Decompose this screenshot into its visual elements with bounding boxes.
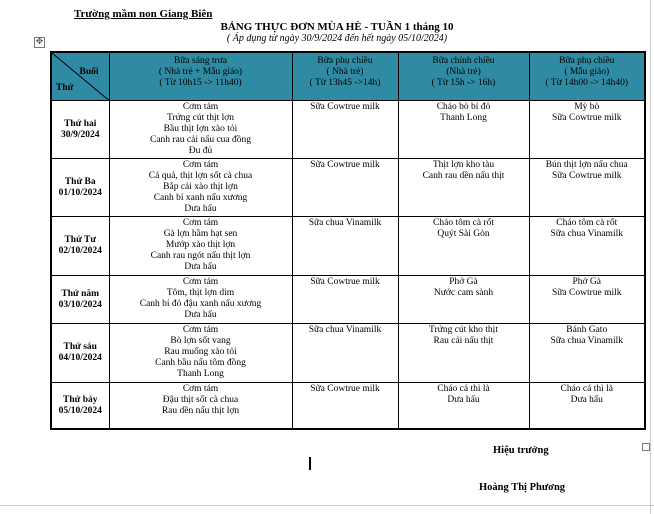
column-header-line: ( Từ 14h00 -> 14h40) <box>545 78 629 88</box>
column-header-line: ( Từ 15h -> 16h) <box>431 78 496 88</box>
day-name: Thứ Ba <box>64 176 96 187</box>
principal-name: Hoàng Thị Phương <box>479 482 566 493</box>
dish-item: Canh rau dền nấu thịt <box>422 171 505 181</box>
dish-item: Cơm tám <box>182 102 219 112</box>
dish-item: Nước cam sành <box>433 288 494 298</box>
nursery-snack-cell <box>292 159 398 217</box>
main-afternoon-cell <box>398 324 529 383</box>
dish-item: Canh bí xanh nấu xương <box>153 193 248 203</box>
column-header-line: ( Mẫu giáo) <box>564 67 610 77</box>
dish-item: Mướp xào thịt lợn <box>165 240 236 250</box>
nursery-snack-cell <box>292 101 398 159</box>
dish-item: Trứng cút thịt lợn <box>166 113 235 123</box>
dish-item: Mỳ bò <box>574 102 600 112</box>
dish-item: Dưa hấu <box>184 204 217 214</box>
column-header-line: ( Nhà trẻ + Mẫu giáo) <box>158 67 243 77</box>
dish-item: Sữa chua Vinamilk <box>550 229 623 239</box>
column-header-main-afternoon <box>398 52 529 101</box>
day-cell <box>51 217 109 276</box>
menu-row <box>51 101 645 159</box>
dish-item: Thanh Long <box>177 369 224 379</box>
dish-item: Phở Gà <box>572 277 601 287</box>
day-name: Thứ năm <box>61 288 100 299</box>
column-header-line: Bữa phụ chiều <box>559 56 615 66</box>
day-name: Thứ sáu <box>63 342 97 352</box>
day-name: Thứ Tư <box>64 235 97 245</box>
day-date: 01/10/2024 <box>58 187 102 198</box>
day-date: 02/10/2024 <box>58 246 102 256</box>
day-date: 05/10/2024 <box>58 405 102 416</box>
dish-item: Sữa chua Vinamilk <box>308 325 382 335</box>
menu-row <box>51 217 645 276</box>
dish-item: Sữa Cowtrue milk <box>551 113 622 123</box>
menu-title: BẢNG THỰC ĐƠN MÙA HÈ - TUẦN 1 tháng 10 <box>220 21 454 33</box>
table-header-row <box>51 52 645 101</box>
dish-item: Sữa Cowtrue milk <box>310 160 380 170</box>
apply-date-note: ( Áp dụng từ ngày 30/9/2024 đến hết ngày 05/10/2024) <box>226 33 448 44</box>
dish-item: Dưa hấu <box>184 310 217 320</box>
column-header-line: (Nhà trẻ) <box>446 67 481 77</box>
page-edge-bottom <box>0 505 654 506</box>
lunch-cell <box>109 383 292 430</box>
day-cell <box>51 324 109 383</box>
column-header-line: Bữa sáng trưa <box>173 56 228 66</box>
table-move-handle-icon[interactable]: ✥ <box>35 37 44 47</box>
main-afternoon-cell <box>398 217 529 276</box>
dish-item: Sữa chua Vinamilk <box>550 336 623 346</box>
corner-header-cell <box>51 52 109 101</box>
dish-item: Bánh Gato <box>566 325 608 335</box>
kinder-snack-cell <box>529 383 645 430</box>
dish-item: Dưa hấu <box>447 395 480 405</box>
dish-item: Bò lợn sốt vang <box>170 336 231 346</box>
main-afternoon-cell <box>398 159 529 217</box>
dish-item: Phở Gà <box>449 277 478 287</box>
dish-item: Canh rau cải nấu cua đồng <box>149 135 252 145</box>
main-afternoon-cell <box>398 276 529 324</box>
dish-item: Sữa Cowtrue milk <box>310 102 380 112</box>
dish-item: Thịt lợn kho tàu <box>432 160 495 170</box>
dish-item: Thanh Long <box>440 113 487 123</box>
main-afternoon-cell <box>398 101 529 159</box>
menu-row <box>51 383 645 430</box>
day-cell <box>51 159 109 217</box>
dish-item: Quýt Sài Gòn <box>437 229 490 239</box>
column-header-line: Bữa chính chiều <box>432 56 495 66</box>
dish-item: Rau cải nấu thịt <box>433 336 494 346</box>
day-label: Thứ <box>56 83 74 93</box>
principal-title: Hiệu trưởng <box>493 445 549 456</box>
dish-item: Bắp cải xào thịt lợn <box>163 182 238 192</box>
lunch-cell <box>109 324 292 383</box>
menu-table-body <box>51 101 645 430</box>
nursery-snack-cell <box>292 276 398 324</box>
day-name: Thứ hai <box>64 118 97 129</box>
text-cursor <box>309 457 311 470</box>
dish-item: Dưa hấu <box>184 262 217 272</box>
school-name: Trường mầm non Giang Biên <box>74 8 213 20</box>
column-header-lunch <box>109 52 292 101</box>
dish-item: Cháo cá thì là <box>437 384 490 394</box>
dish-item: Rau muống xào tỏi <box>164 347 237 357</box>
day-cell <box>51 383 109 430</box>
dish-item: Sữa Cowtrue milk <box>551 288 622 298</box>
column-header-line: ( Từ 10h15 -> 11h40) <box>159 78 242 88</box>
dish-item: Cơm tám <box>182 218 219 228</box>
dish-item: Cháo bò bí đỏ <box>436 102 491 112</box>
column-header-line: ( Nhà trẻ) <box>326 67 364 77</box>
main-afternoon-cell <box>398 383 529 430</box>
nursery-snack-cell <box>292 217 398 276</box>
day-cell <box>51 276 109 324</box>
lunch-cell <box>109 217 292 276</box>
kinder-snack-cell <box>529 276 645 324</box>
session-label: Buổi <box>79 67 99 77</box>
lunch-cell <box>109 159 292 217</box>
column-header-nursery-snack <box>292 52 398 101</box>
dish-item: Canh rau ngót nấu thịt lợn <box>150 251 251 261</box>
page-edge-right <box>650 0 651 514</box>
dish-item: Bún thịt lợn nấu chua <box>545 160 628 170</box>
dish-item: Rau dền nấu thịt lợn <box>161 406 240 416</box>
dish-item: Đậu thịt sốt cà chua <box>162 395 239 405</box>
dish-item: Cháo tôm cà rốt <box>433 218 494 228</box>
dish-item: Canh bí đỏ đậu xanh nấu xương <box>139 299 262 309</box>
dish-item: Cơm tám <box>182 277 219 287</box>
dish-item: Cơm tám <box>182 160 219 170</box>
column-header-line: Bữa phụ chiều <box>317 56 373 66</box>
kinder-snack-cell <box>529 217 645 276</box>
lunch-cell <box>109 101 292 159</box>
menu-table <box>50 51 646 430</box>
day-date: 30/9/2024 <box>60 129 100 140</box>
dish-item: Sữa Cowtrue milk <box>310 277 380 287</box>
dish-item: Tôm, thịt lợn dim <box>166 288 235 298</box>
kinder-snack-cell <box>529 159 645 217</box>
day-date: 04/10/2024 <box>58 353 102 363</box>
menu-row <box>51 159 645 217</box>
kinder-snack-cell <box>529 101 645 159</box>
dish-item: Canh bầu nấu tôm đồng <box>155 358 246 368</box>
kinder-snack-cell <box>529 324 645 383</box>
dish-item: Cá quả, thịt lợn sốt cà chua <box>148 171 253 181</box>
menu-row <box>51 324 645 383</box>
dish-item: Đu đủ <box>188 146 213 156</box>
nursery-snack-cell <box>292 383 398 430</box>
dish-item: Bầu thịt lợn xào tỏi <box>163 124 238 134</box>
dish-item: Cháo tôm cà rốt <box>556 218 618 228</box>
dish-item: Cơm tám <box>182 384 219 394</box>
lunch-cell <box>109 276 292 324</box>
column-header-line: ( Từ 13h45 ->14h) <box>309 78 381 88</box>
table-resize-handle[interactable] <box>642 443 650 451</box>
dish-item: Sữa Cowtrue milk <box>310 384 380 394</box>
dish-item: Cháo cá thì là <box>560 384 613 394</box>
dish-item: Gà lợn hầm hạt sen <box>163 229 238 239</box>
dish-item: Dưa hấu <box>570 395 603 405</box>
day-name: Thứ bảy <box>63 394 98 405</box>
nursery-snack-cell <box>292 324 398 383</box>
day-date: 03/10/2024 <box>58 299 102 310</box>
menu-row <box>51 276 645 324</box>
dish-item: Sữa Cowtrue milk <box>551 171 622 181</box>
dish-item: Trứng cút kho thịt <box>429 325 498 335</box>
day-cell <box>51 101 109 159</box>
dish-item: Sữa chua Vinamilk <box>308 218 382 228</box>
column-header-kinder-snack <box>529 52 645 101</box>
dish-item: Cơm tám <box>182 325 219 335</box>
